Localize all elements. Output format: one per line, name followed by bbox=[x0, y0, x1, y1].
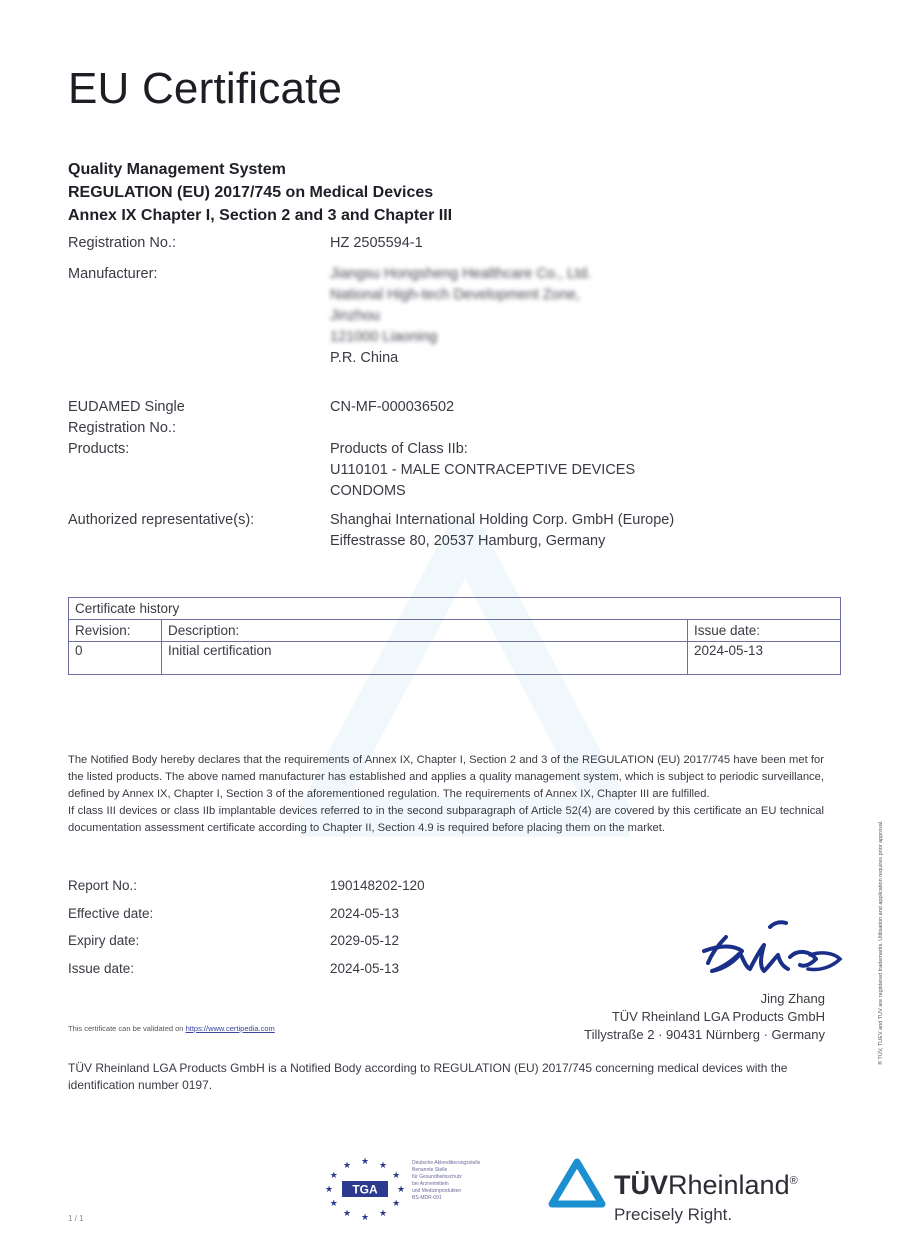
seal-caption-line: Benannte Stelle bbox=[412, 1167, 448, 1173]
seal-star-icon: ★ bbox=[342, 1159, 352, 1170]
seal-star-icon: ★ bbox=[378, 1159, 388, 1170]
effective-value: 2024-05-13 bbox=[330, 905, 400, 921]
expiry-value: 2029-05-12 bbox=[330, 933, 400, 948]
accreditation-seal-icon bbox=[322, 1155, 408, 1225]
issue-value: 2024-05-13 bbox=[330, 960, 400, 976]
brand-slogan: Precisely Right. bbox=[614, 1205, 733, 1224]
products-line-3: CONDOMS bbox=[330, 483, 406, 499]
declaration-text bbox=[68, 752, 824, 837]
history-issue-date-cell: 2024-05-13 bbox=[688, 642, 841, 675]
authrep-line-1: Shanghai International Holding Corp. GmbH (Europe) bbox=[330, 512, 675, 528]
authrep-line-2: Eiffestrasse 80, 20537 Hamburg, Germany bbox=[330, 533, 606, 549]
signer-name: Jing Zhang bbox=[760, 991, 825, 1006]
table-row bbox=[69, 642, 841, 675]
heading-line-1: Quality Management System bbox=[68, 161, 286, 178]
seal-star-icon: ★ bbox=[329, 1198, 338, 1208]
eudamed-value: CN-MF-000036502 bbox=[330, 399, 455, 415]
brand-name-bold: TÜV bbox=[614, 1170, 668, 1200]
verification-note bbox=[68, 1024, 275, 1033]
brand-name-regular: Rheinland bbox=[668, 1170, 790, 1200]
brand-name bbox=[614, 1170, 798, 1201]
seal-caption-line: BS-MDR-091 bbox=[412, 1195, 442, 1201]
declaration-paragraph-1: The Notified Body hereby declares that the requirements of Annex IX, Chapter I, Section 2 and 3 of the REGULATION (EU) 2017/745 have been met for the listed products. The above named manufacturer has established and applies a quality management system, which is subject to periodic surveillance, defined by Annex IX, Chapter I, Section 3 of the aforementioned regulation. The requirements of Annex IX, Chapter III are fulfilled. bbox=[68, 754, 824, 800]
registration-value: HZ 2505594-1 bbox=[330, 235, 423, 251]
manufacturer-line-3: Jinzhou bbox=[330, 308, 380, 324]
eudamed-label-2: Registration No.: bbox=[68, 420, 176, 436]
brand-registered-mark: ® bbox=[789, 1175, 798, 1187]
seal-star-icon: ★ bbox=[324, 1184, 334, 1194]
page-title: EU Certificate bbox=[68, 64, 343, 113]
seal-caption-line: und Medizinprodukten bbox=[412, 1188, 462, 1194]
heading-line-3: Annex IX Chapter I, Section 2 and 3 and Chapter III bbox=[68, 207, 453, 224]
verification-text: This certificate can be validated on bbox=[68, 1024, 184, 1033]
history-header-issue-date: Issue date: bbox=[688, 620, 841, 642]
manufacturer-line-2: National High-tech Development Zone, bbox=[330, 287, 580, 303]
trademark-side-text: ® TÜV, TUEV and TUV are registered trademarks. Utilisation and application requires prior approval. bbox=[878, 820, 884, 1065]
seal-star-icon: ★ bbox=[378, 1208, 388, 1219]
issue-label: Issue date: bbox=[68, 960, 135, 976]
signature-icon bbox=[690, 915, 850, 985]
eudamed-label-1: EUDAMED Single bbox=[68, 399, 185, 415]
notified-body-statement: TÜV Rheinland LGA Products GmbH is a Notified Body according to REGULATION (EU) 2017/745 concerning medical devices with the identification number 0197. bbox=[68, 1061, 788, 1092]
manufacturer-country: P.R. China bbox=[330, 350, 399, 366]
manufacturer-line-1: Jiangsu Hongsheng Healthcare Co., Ltd. bbox=[330, 266, 592, 282]
report-value: 190148202-120 bbox=[330, 878, 425, 893]
heading-line-2: REGULATION (EU) 2017/745 on Medical Devices bbox=[68, 184, 434, 201]
declaration-paragraph-2: If class III devices or class IIb implantable devices referred to in the second subparagraph of Article 52(4) are covered by this certificate an EU technical documentation assessment certificate according to Chapter II, Section 4.9 is required before placing them on the market. bbox=[68, 805, 824, 834]
history-description-cell: Initial certification bbox=[162, 642, 688, 675]
seal-star-icon: ★ bbox=[360, 1156, 370, 1166]
report-label: Report No.: bbox=[68, 878, 138, 893]
seal-caption-line: bei Arzneimitteln bbox=[412, 1181, 449, 1187]
signer-block bbox=[584, 990, 825, 1044]
seal-star-icon: ★ bbox=[360, 1212, 370, 1222]
signer-company: TÜV Rheinland LGA Products GmbH bbox=[611, 1009, 825, 1024]
registration-label: Registration No.: bbox=[68, 235, 176, 251]
tuv-triangle-logo-icon bbox=[548, 1158, 606, 1208]
seal-caption bbox=[412, 1160, 512, 1202]
page-number: 1 / 1 bbox=[68, 1214, 84, 1223]
seal-star-icon: ★ bbox=[342, 1208, 352, 1219]
history-header-revision: Revision: bbox=[69, 620, 162, 642]
expiry-label: Expiry date: bbox=[68, 933, 140, 948]
seal-star-icon: ★ bbox=[396, 1184, 406, 1194]
seal-star-icon: ★ bbox=[329, 1170, 338, 1180]
seal-star-icon: ★ bbox=[392, 1170, 401, 1180]
seal-caption-line: Deutsche Akkreditierungsstelle bbox=[412, 1160, 481, 1166]
products-label: Products: bbox=[68, 441, 130, 457]
verification-link[interactable]: https://www.certipedia.com bbox=[185, 1024, 275, 1033]
products-line-2: U110101 - MALE CONTRACEPTIVE DEVICES bbox=[330, 462, 636, 478]
effective-label: Effective date: bbox=[68, 905, 154, 921]
authrep-label: Authorized representative(s): bbox=[68, 512, 255, 528]
seal-star-icon: ★ bbox=[392, 1198, 401, 1208]
history-caption: Certificate history bbox=[69, 598, 841, 620]
manufacturer-label: Manufacturer: bbox=[68, 266, 158, 282]
seal-caption-line: für Gesundheitsschutz bbox=[412, 1174, 462, 1180]
seal-label: TGA bbox=[352, 1182, 378, 1197]
history-revision-cell: 0 bbox=[69, 642, 162, 675]
certificate-history-table bbox=[68, 597, 841, 675]
products-line-1: Products of Class IIb: bbox=[330, 441, 468, 457]
history-header-description: Description: bbox=[162, 620, 688, 642]
signer-address: Tillystraße 2 · 90431 Nürnberg · Germany bbox=[584, 1027, 825, 1042]
manufacturer-line-4: 121000 Liaoning bbox=[330, 329, 438, 345]
certificate-heading bbox=[68, 158, 452, 227]
